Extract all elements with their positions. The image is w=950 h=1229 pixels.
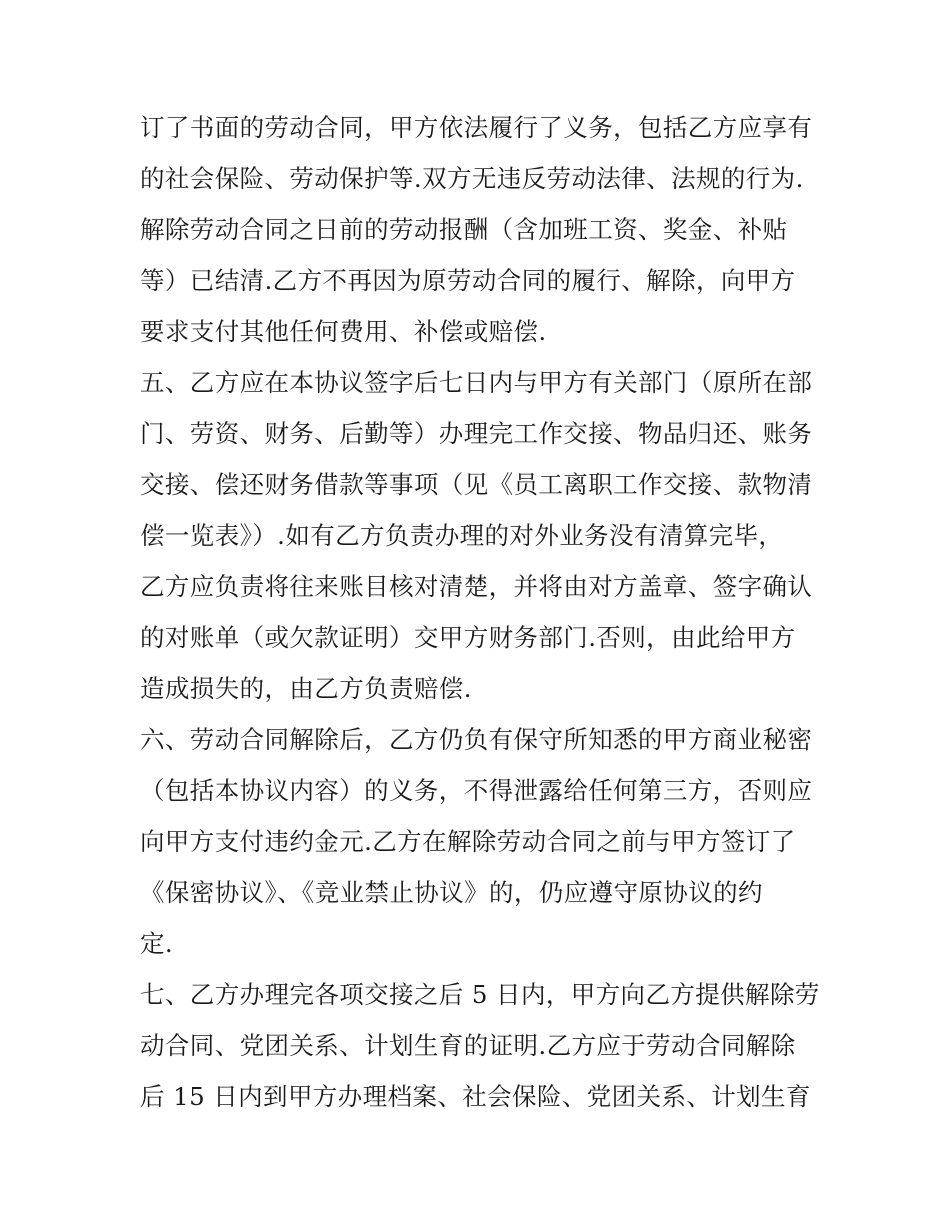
text-line: 门、劳资、财务、后勤等）办理完工作交接、物品归还、账务 bbox=[140, 419, 813, 448]
text-line: 的社会保险、劳动保护等.双方无违反劳动法律、法规的行为. bbox=[140, 164, 804, 193]
text-line: 造成损失的，由乙方负责赔偿. bbox=[140, 674, 472, 703]
text-line: 订了书面的劳动合同，甲方依法履行了义务，包括乙方应享有 bbox=[140, 113, 813, 142]
contract-text bbox=[140, 102, 830, 1122]
text-line: 交接、偿还财务借款等事项（见《员工离职工作交接、款物清 bbox=[140, 470, 813, 499]
text-line: 要求支付其他任何费用、补偿或赔偿. bbox=[140, 317, 547, 346]
text-line: 后 15 日内到甲方办理档案、社会保险、党团关系、计划生育 bbox=[140, 1082, 811, 1111]
text-line: 解除劳动合同之日前的劳动报酬（含加班工资、奖金、补贴 bbox=[140, 215, 788, 244]
text-line: 五、乙方应在本协议签字后七日内与甲方有关部门（原所在部 bbox=[140, 368, 813, 397]
text-line: 等）已结清.乙方不再因为原劳动合同的履行、解除，向甲方 bbox=[140, 266, 796, 295]
text-line: 乙方应负责将往来账目核对清楚，并将由对方盖章、签字确认 bbox=[140, 572, 813, 601]
text-line: 七、乙方办理完各项交接之后 5 日内，甲方向乙方提供解除劳 bbox=[140, 980, 820, 1009]
text-line: 定. bbox=[140, 929, 174, 958]
text-line: 动合同、党团关系、计划生育的证明.乙方应于劳动合同解除 bbox=[140, 1031, 796, 1060]
text-line: 偿一览表》）.如有乙方负责办理的对外业务没有清算完毕， bbox=[140, 521, 784, 550]
text-line: 的对账单（或欠款证明）交甲方财务部门.否则，由此给甲方 bbox=[140, 623, 796, 652]
text-line: 六、劳动合同解除后，乙方仍负有保守所知悉的甲方商业秘密 bbox=[140, 725, 813, 754]
text-line: 《保密协议》、《竞业禁止协议》的，仍应遵守原协议的约 bbox=[140, 878, 763, 907]
text-line: 向甲方支付违约金元.乙方在解除劳动合同之前与甲方签订了 bbox=[140, 827, 796, 856]
text-line: （包括本协议内容）的义务，不得泄露给任何第三方，否则应 bbox=[140, 776, 813, 805]
